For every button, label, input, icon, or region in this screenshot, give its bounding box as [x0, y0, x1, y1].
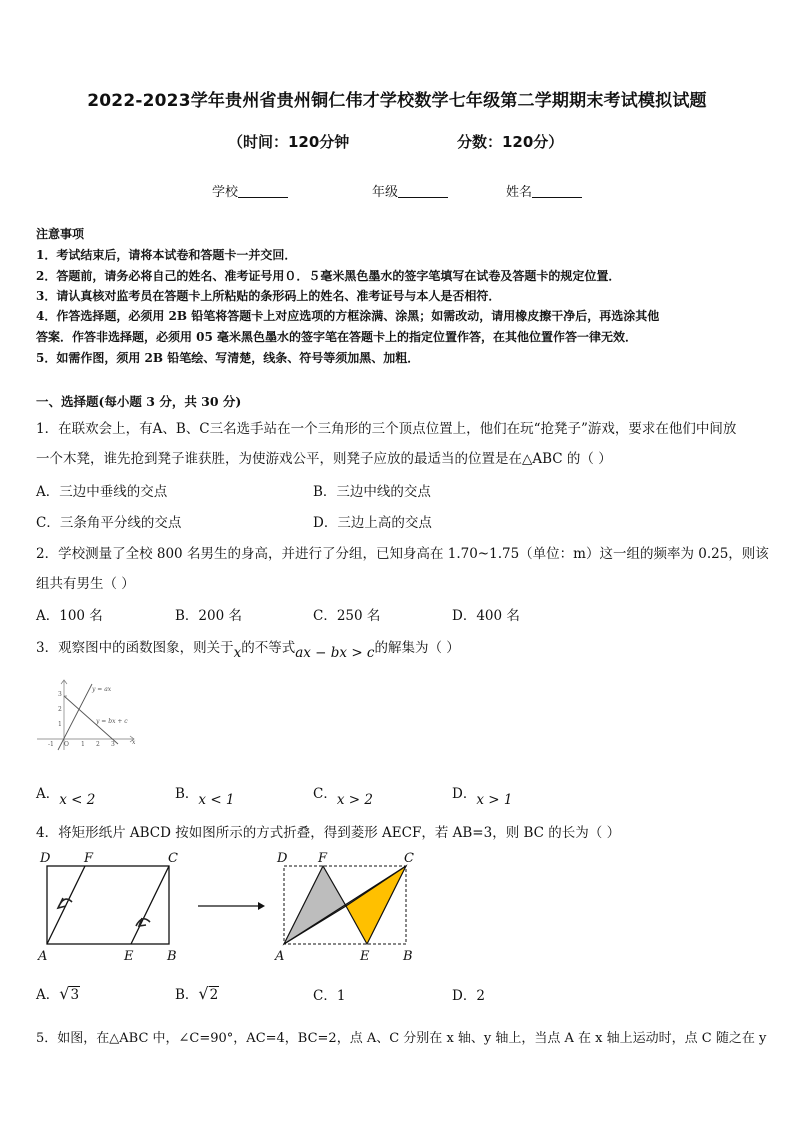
x-tick-label: 2	[96, 741, 100, 748]
q3-option-d-math: x > 1	[476, 792, 513, 808]
label-d: D	[277, 851, 288, 866]
q3-text	[36, 636, 460, 661]
school-label: 学校	[212, 185, 239, 200]
q1-text-line1: 1．在联欢会上，有A、B、C三名选手站在一个三角形的三个顶点位置上，他们在玩“抢凳子”游戏，要求在他们中间放	[36, 421, 737, 437]
grade-label: 年级	[372, 185, 399, 200]
q5-text-line1: 5．如图，在△ABC 中，∠C=90°，AC=4，BC=2，点 A、C 分别在 x 轴、y 轴上，当点 A 在 x 轴上运动时，点 C 随之在 y	[36, 1031, 767, 1046]
x-tick-label: 1	[81, 741, 85, 748]
q1-text-line2: 一个木凳，谁先抢到凳子谁获胜，为使游戏公平，则凳子应放的最适当的位置是在△ABC 的（ ）	[36, 451, 612, 467]
q4-text: 4．将矩形纸片 ABCD 按如图所示的方式折叠，得到菱形 AECF，若 AB=3，则 BC 的长为（ ）	[36, 825, 621, 841]
label-e: E	[124, 949, 134, 964]
q2-option-d: D．400 名	[452, 608, 520, 624]
label-c: C	[168, 851, 178, 866]
q3-inequality: ax − bx > c	[295, 645, 375, 661]
label-b: B	[403, 949, 413, 964]
x-tick-label: 3	[111, 741, 115, 748]
notes-heading: 注意事项	[36, 227, 85, 241]
school-blank	[238, 185, 288, 198]
label-c: C	[404, 851, 414, 866]
q3-variable: x	[233, 645, 242, 661]
y-tick-label: 2	[58, 706, 62, 713]
transform-arrow-icon	[198, 902, 265, 910]
sqrt-icon: √	[59, 984, 70, 1003]
yellow-triangle	[346, 866, 406, 944]
q4-option-d: D．2	[452, 988, 485, 1004]
q1-option-a: A．三边中垂线的交点	[36, 484, 168, 500]
q2-option-c: C．250 名	[313, 608, 381, 624]
q4-folding-figure	[34, 846, 424, 966]
q1-option-d: D．三边上高的交点	[313, 515, 432, 531]
q3-text-mid: 的不等式	[241, 640, 296, 656]
q3-text-pre: 3．观察图中的函数图象，则关于	[36, 640, 234, 656]
school-field	[212, 181, 288, 200]
q4-option-b	[175, 983, 219, 1003]
q4-option-a-radicand: 3	[70, 987, 80, 1003]
x-axis-label: x	[132, 739, 136, 746]
gray-triangle	[284, 866, 346, 944]
note-item: 4．作答选择题，必须用 2B 铅笔将答题卡上对应选项的方框涂满、涂黑；如需改动，请用橡皮擦干净后，再选涂其他	[36, 309, 660, 323]
q3-option-b	[175, 782, 235, 808]
note-item: 3．请认真核对监考员在答题卡上所粘贴的条形码上的姓名、准考证号与本人是否相符．	[36, 289, 501, 303]
q2-text-line2: 组共有男生（ ）	[36, 576, 135, 592]
label-e: E	[360, 949, 370, 964]
line-bx-plus-c-label: y = bx + c	[96, 718, 128, 725]
q3-option-b-label: B．	[175, 786, 199, 802]
q3-option-c-math: x > 2	[336, 792, 373, 808]
label-d: D	[40, 851, 51, 866]
y-tick-label: 1	[58, 721, 62, 728]
q3-option-c-label: C．	[313, 786, 337, 802]
q3-option-c	[313, 782, 373, 808]
q3-option-a-label: A．	[36, 786, 60, 802]
name-label: 姓名	[506, 185, 533, 200]
grade-blank	[398, 185, 448, 198]
name-field	[506, 181, 582, 200]
q2-option-a: A．100 名	[36, 608, 103, 624]
q3-option-a	[36, 782, 96, 808]
q4-option-a-label: A．	[36, 987, 60, 1003]
q3-function-graph	[34, 674, 146, 754]
name-blank	[532, 185, 582, 198]
q2-option-b: B．200 名	[175, 608, 242, 624]
fold-arrow-icon	[58, 898, 72, 908]
origin-label: O	[64, 741, 69, 748]
fold-arrow-icon	[136, 918, 150, 926]
label-f: F	[318, 851, 328, 866]
q1-option-b: B．三边中线的交点	[313, 484, 431, 500]
label-b: B	[167, 949, 177, 964]
q2-text-line1: 2．学校测量了全校 800 名男生的身高，并进行了分组，已知身高在 1.70~1.75（单位：m）这一组的频率为 0.25，则该	[36, 546, 769, 562]
line-ax-label: y = ax	[92, 686, 112, 693]
q4-option-b-radicand: 2	[209, 987, 219, 1003]
q4-option-b-label: B．	[175, 987, 199, 1003]
q4-option-a	[36, 983, 80, 1003]
note-item: 2．答题前，请务必将自己的姓名、准考证号用０．５毫米黑色墨水的签字笔填写在试卷及答题卡的规定位置．	[36, 269, 621, 283]
y-tick-label: 3	[58, 691, 62, 698]
label-f: F	[84, 851, 94, 866]
rectangle-before-fold	[47, 866, 169, 944]
diagonal-ac	[284, 866, 406, 944]
q3-option-d	[452, 782, 513, 808]
label-a: A	[38, 949, 48, 964]
fold-line-ec	[131, 866, 169, 944]
label-a: A	[275, 949, 285, 964]
sqrt-icon: √	[198, 984, 209, 1003]
rhombus-after-fold	[284, 866, 406, 944]
fold-line-af	[47, 866, 85, 944]
note-item: 1．考试结束后，请将本试卷和答题卡一并交回．	[36, 248, 297, 262]
note-item: 5．如需作图，须用 2B 铅笔绘、写清楚，线条、符号等须加黑、加粗．	[36, 351, 420, 365]
exam-title: 2022-2023学年贵州省贵州铜仁伟才学校数学七年级第二学期期末考试模拟试题	[87, 91, 707, 111]
q3-text-post: 的解集为（ ）	[374, 640, 460, 656]
exam-time: （时间：120分钟	[228, 133, 350, 151]
x-tick-label: -1	[48, 741, 54, 748]
q3-option-a-math: x < 2	[59, 792, 96, 808]
exam-score: 分数：120分）	[457, 133, 564, 151]
q3-option-b-math: x < 1	[198, 792, 235, 808]
grade-field	[372, 181, 448, 200]
q1-option-c: C．三条角平分线的交点	[36, 515, 182, 531]
section-heading: 一、选择题(每小题 3 分，共 30 分)	[36, 394, 242, 409]
note-item: 答案．作答非选择题，必须用 05 毫米黑色墨水的签字笔在答题卡上的指定位置作答，在其他位置作答一律无效．	[36, 330, 638, 344]
q3-option-d-label: D．	[452, 786, 477, 802]
q4-option-c: C．1	[313, 988, 346, 1004]
